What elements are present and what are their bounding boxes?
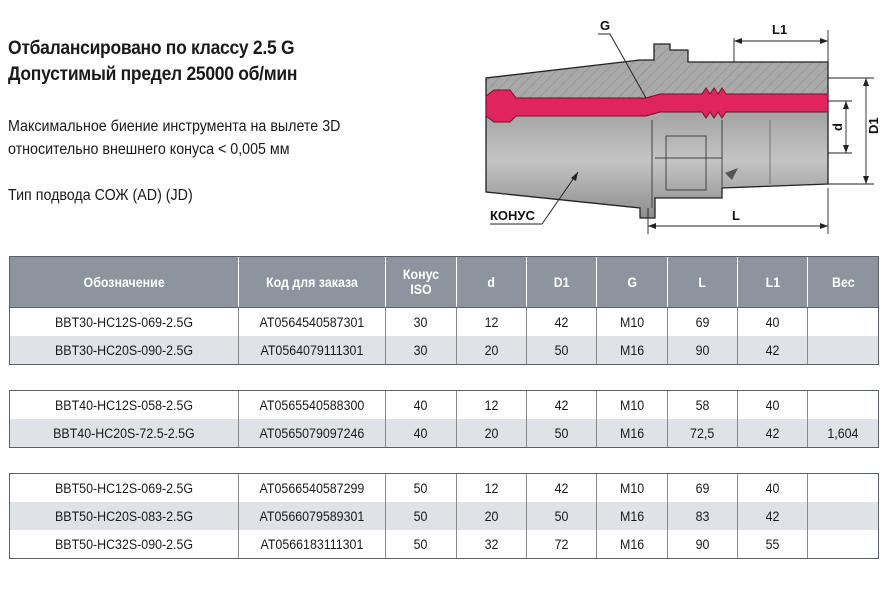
cell-d: 12 [457,474,527,503]
cell-weight [808,336,879,365]
cell-d1: 42 [527,308,597,337]
cell-l1: 55 [738,530,808,559]
cell-g: M10 [597,391,668,420]
header-g: G [597,257,668,308]
cell-order-code: AT0566079589301 [239,502,386,530]
cell-l1: 40 [738,391,808,420]
heading-balance: Отбалансировано по классу 2.5 G [8,38,295,59]
cell-designation: BBT40-HC20S-72.5-2.5G [10,419,239,448]
cell-l: 90 [668,336,738,365]
cell-l: 69 [668,308,738,337]
spacer-cell [10,365,879,391]
cell-g: M10 [597,474,668,503]
drawing-label-cone: КОНУС [490,208,535,223]
tool-holder-drawing [470,8,882,238]
cell-cone-iso: 30 [386,308,457,337]
table-row [10,336,879,365]
spacer-cell [10,448,879,474]
header-weight: Вес [808,257,879,308]
table-row [10,530,879,559]
table-row [10,419,879,448]
group-spacer [10,365,879,391]
coolant-type: Тип подвода СОЖ (AD) (JD) [8,187,193,204]
cell-weight [808,530,879,559]
cell-g: M16 [597,419,668,448]
cell-g: M16 [597,502,668,530]
table-row [10,308,879,337]
cell-designation: BBT50-HC12S-069-2.5G [10,474,239,503]
heading-speed-limit: Допустимый предел 25000 об/мин [8,64,298,85]
cell-l1: 42 [738,419,808,448]
cell-designation: BBT50-HC20S-083-2.5G [10,502,239,530]
cell-order-code: AT0566183111301 [239,530,386,559]
table-header-row [10,257,879,308]
cell-d1: 42 [527,474,597,503]
cell-d1: 50 [527,502,597,530]
cell-l: 58 [668,391,738,420]
cell-designation: BBT40-HC12S-058-2.5G [10,391,239,420]
group-spacer [10,448,879,474]
cell-d1: 50 [527,336,597,365]
cell-order-code: AT0566540587299 [239,474,386,503]
cell-l: 72,5 [668,419,738,448]
header-designation: Обозначение [10,257,239,308]
cell-designation: BBT30-HC12S-069-2.5G [10,308,239,337]
runout-line-2: относительно внешнего конуса < 0,005 мм [8,141,290,158]
cell-cone-iso: 50 [386,530,457,559]
header-d: d [457,257,527,308]
cell-weight [808,474,879,503]
cell-order-code: AT0564540587301 [239,308,386,337]
cell-d: 32 [457,530,527,559]
cell-designation: BBT50-HC32S-090-2.5G [10,530,239,559]
table-row [10,474,879,503]
header-cone-iso: Конус ISO [386,257,457,308]
cell-order-code: AT0565079097246 [239,419,386,448]
cell-weight [808,502,879,530]
product-table [9,256,879,559]
cell-order-code: AT0564079111301 [239,336,386,365]
cell-g: M16 [597,336,668,365]
cell-l1: 42 [738,336,808,365]
table-row [10,391,879,420]
runout-line-1: Максимальное биение инструмента на вылете 3D [8,118,341,135]
cell-order-code: AT0565540588300 [239,391,386,420]
cell-d1: 50 [527,419,597,448]
header-order-code: Код для заказа [239,257,386,308]
cell-l1: 40 [738,308,808,337]
drawing-label-d1: D1 [866,117,881,134]
cell-cone-iso: 50 [386,502,457,530]
cell-d: 20 [457,336,527,365]
cell-d1: 72 [527,530,597,559]
cell-d: 12 [457,308,527,337]
drawing-label-l: L [732,208,740,223]
cell-cone-iso: 30 [386,336,457,365]
cell-l1: 42 [738,502,808,530]
table-row [10,502,879,530]
cell-l1: 40 [738,474,808,503]
cell-d: 12 [457,391,527,420]
drawing-label-g: G [600,18,611,33]
cell-cone-iso: 40 [386,391,457,420]
cell-g: M10 [597,308,668,337]
body-lower [486,103,828,218]
cell-weight [808,391,879,420]
header-d1: D1 [527,257,597,308]
cell-weight: 1,604 [808,419,879,448]
header-l: L [668,257,738,308]
cell-g: M16 [597,530,668,559]
cell-l: 83 [668,502,738,530]
drawing-label-l1: L1 [772,22,788,37]
cell-cone-iso: 50 [386,474,457,503]
cell-d: 20 [457,419,527,448]
cell-d1: 42 [527,391,597,420]
cell-d: 20 [457,502,527,530]
cell-weight [808,308,879,337]
drawing-label-d: d [830,123,845,131]
cell-cone-iso: 40 [386,419,457,448]
cell-l: 69 [668,474,738,503]
cell-l: 90 [668,530,738,559]
cell-designation: BBT30-HC20S-090-2.5G [10,336,239,365]
header-l1: L1 [738,257,808,308]
